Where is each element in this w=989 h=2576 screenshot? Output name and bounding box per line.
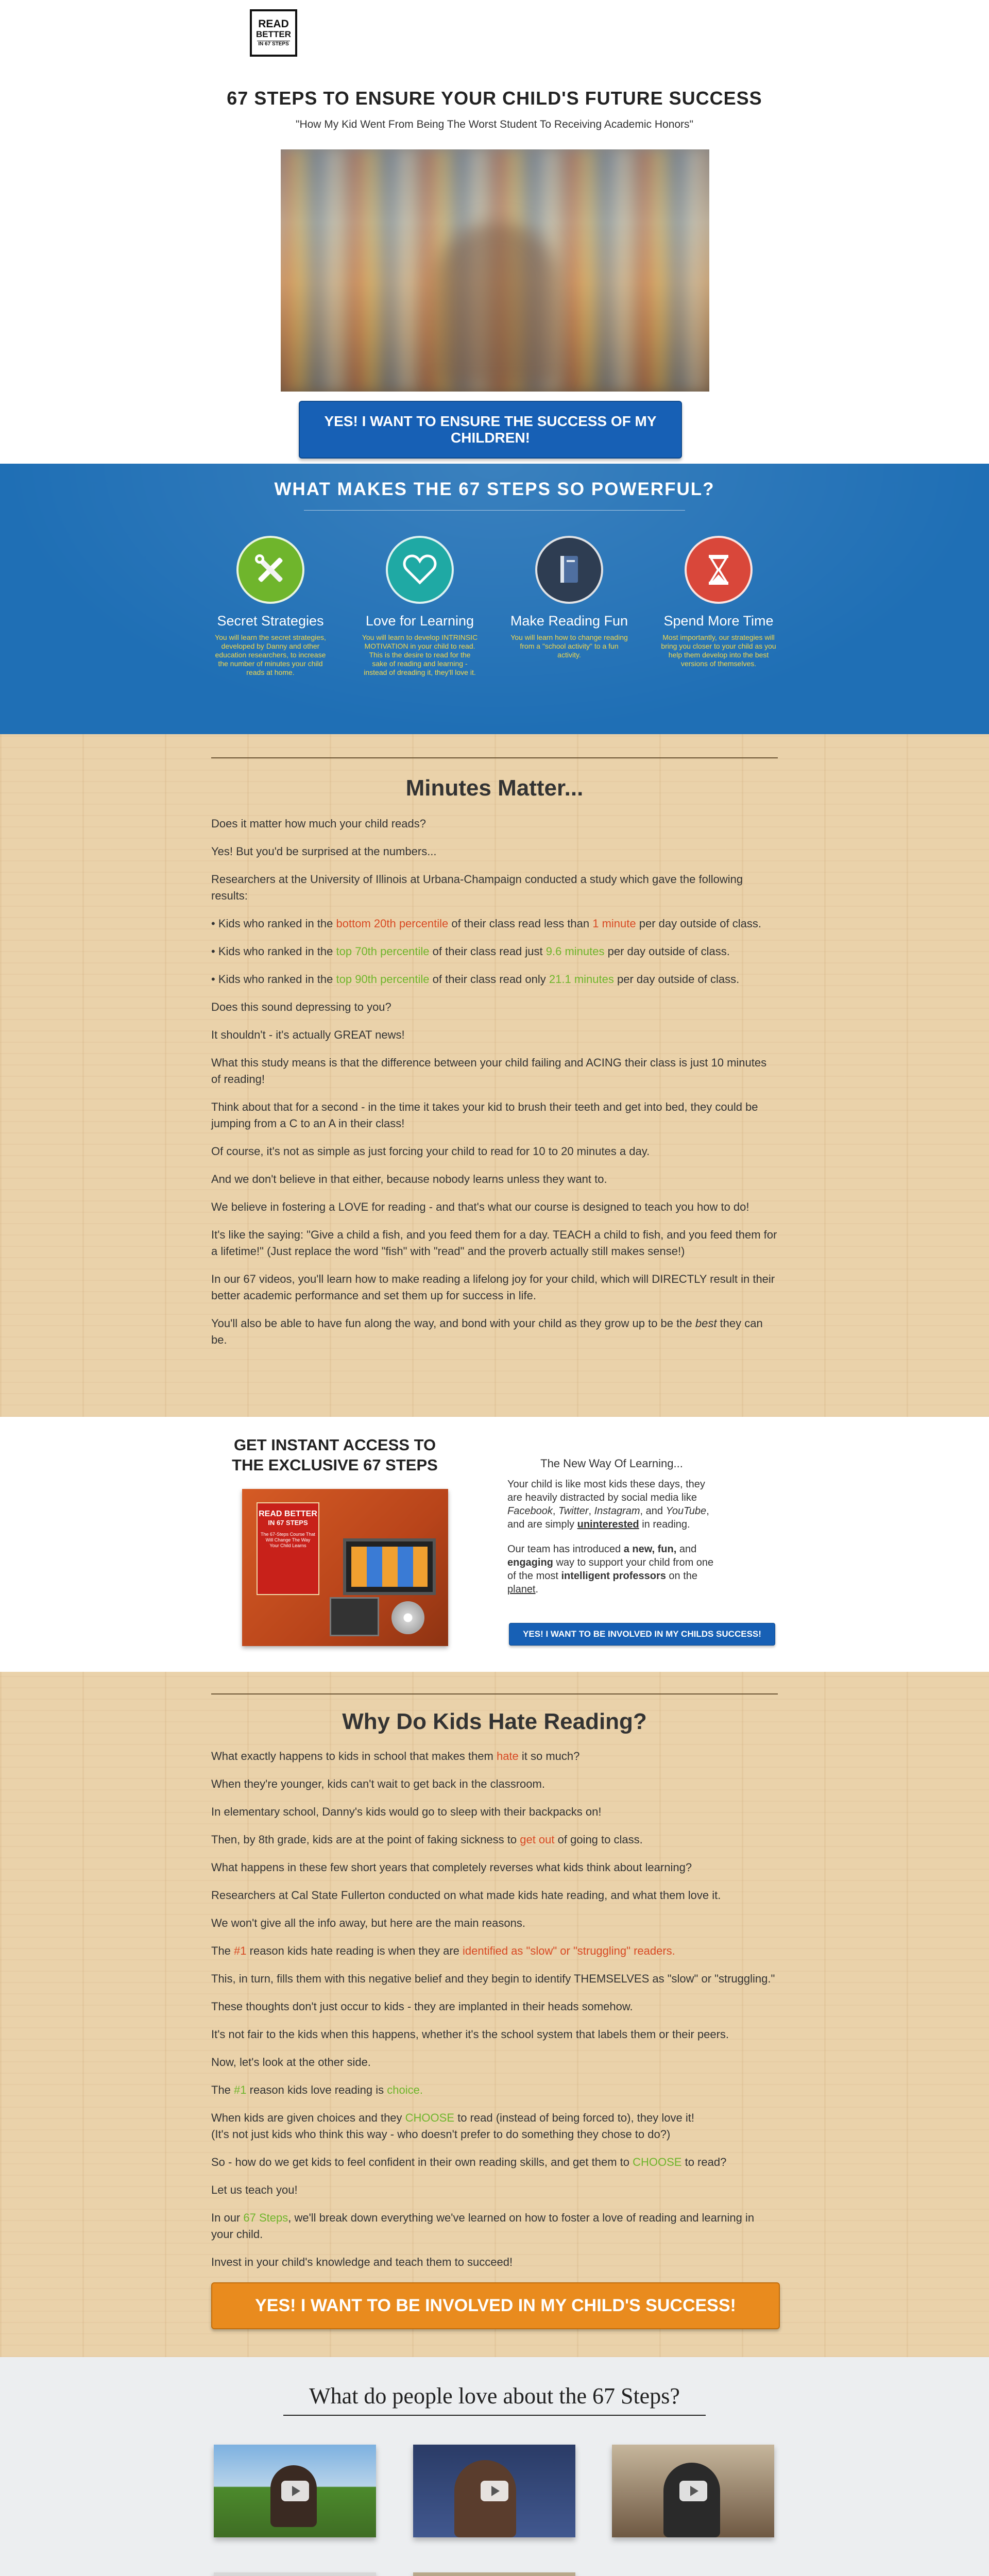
text-run: So - how do we get kids to feel confident in their own reading skills, and get them to: [211, 2156, 633, 2168]
minutes-paragraph: Think about that for a second - in the time it takes your kid to brush their teeth and get into bed, they could be jumping from a C to an A in their class!: [211, 1100, 758, 1130]
hate-title: Why Do Kids Hate Reading?: [342, 1709, 647, 1734]
feature-secret-strategies: [211, 536, 330, 677]
dvd-mockup: [391, 1601, 424, 1634]
testimonial-thumb[interactable]: [214, 2445, 376, 2537]
text-run: they can be.: [211, 1317, 763, 1346]
logo-line-2: BETTER: [256, 29, 291, 39]
underline-text: planet: [507, 1584, 536, 1595]
logo-line-1: READ: [258, 18, 289, 30]
minutes-paragraph: [211, 1315, 778, 1348]
feature-title: Secret Strategies: [217, 613, 324, 629]
feature-love-for-learning: [361, 536, 479, 677]
minutes-paragraph: What this study means is that the difference between your child failing and ACING their class is just 10 minutes of reading!: [211, 1056, 767, 1086]
hate-paragraph: Now, let's look at the other side.: [211, 2056, 371, 2069]
hate-paragraph: When they're younger, kids can't wait to get back in the classroom.: [211, 1777, 545, 1790]
uninterested-text: uninterested: [577, 1519, 639, 1530]
hate-paragraph: In elementary school, Danny's kids would go to sleep with their backpacks on!: [211, 1805, 602, 1818]
hero-section: [0, 0, 989, 464]
highlight-text: CHOOSE: [633, 2156, 682, 2168]
minutes-title: Minutes Matter...: [405, 775, 584, 801]
play-icon[interactable]: [481, 2481, 508, 2501]
text-run: reason kids hate reading is when they are: [246, 1944, 463, 1957]
feature-text: You will learn how to change reading from a "school activity" to a fun activity.: [510, 633, 628, 659]
hate-paragraph: [211, 1943, 778, 1959]
text-run: it so much?: [518, 1750, 580, 1762]
minutes-paragraph: Yes! But you'd be surprised at the numbers...: [211, 845, 437, 858]
emphasis-text: best: [695, 1317, 717, 1330]
text-run: and: [676, 1544, 697, 1555]
text-run: • Kids who ranked in the: [211, 973, 336, 986]
testimonials-title: What do people love about the 67 Steps?: [309, 2383, 680, 2409]
tools-icon: [252, 552, 288, 588]
book-cover: [257, 1502, 319, 1595]
highlight-text: 9.6 minutes: [545, 945, 605, 958]
testimonial-thumb[interactable]: [413, 2572, 575, 2576]
powerful-title: WHAT MAKES THE 67 STEPS SO POWERFUL?: [274, 479, 715, 499]
access-section: [0, 1417, 989, 1672]
access-right-paragraph: Your child is like most kids these days, they are heavily distracted by social media like Facebook, Twitter, Instagram, and YouTube, and are simply uninterested in reading.: [507, 1479, 709, 1530]
minutes-paragraph: It shouldn't - it's actually GREAT news!: [211, 1028, 405, 1041]
tablet-mockup: [330, 1597, 379, 1636]
highlight-text: CHOOSE: [405, 2111, 455, 2124]
hate-paragraph: What happens in these few short years that completely reverses what kids think about learning?: [211, 1861, 692, 1874]
feature-title: Love for Learning: [365, 613, 474, 629]
highlight-text: bottom 20th percentile: [336, 917, 449, 930]
hero-cta-label: YES! I WANT TO ENSURE THE SUCCESS OF MY CHILDREN!: [324, 413, 657, 446]
blurred-child: [435, 222, 559, 386]
logo-line-3: IN 67 STEPS: [257, 41, 290, 47]
minutes-paragraph: Does this sound depressing to you?: [211, 1001, 391, 1013]
instagram-text: Instagram: [594, 1505, 640, 1517]
testimonial-thumb[interactable]: [612, 2445, 774, 2537]
powerful-section: [0, 464, 989, 734]
book-title-line-2: IN 67 STEPS: [268, 1519, 308, 1527]
access-title: GET INSTANT ACCESS TO THE EXCLUSIVE 67 STEPS: [232, 1436, 438, 1474]
text-run: , we'll break down everything we've learned on how to foster a love of reading and learning in your child.: [211, 2211, 755, 2241]
hate-cta-button[interactable]: [211, 2282, 780, 2329]
highlight-text: top 70th percentile: [336, 945, 430, 958]
hate-paragraph: This, in turn, fills them with this negative belief and they begin to identify THEMSELVES as "slow" or "struggling.": [211, 1972, 775, 1985]
hate-paragraph: Invest in your child's knowledge and teach them to succeed!: [211, 2256, 513, 2268]
hate-paragraph: Researchers at Cal State Fullerton conducted on what made kids hate reading, and what them love it.: [211, 1889, 721, 1902]
feature-make-reading-fun: [510, 536, 628, 677]
text-run: What exactly happens to kids in school that makes them: [211, 1750, 497, 1762]
highlight-text: identified as "slow" or "struggling" readers.: [463, 1944, 675, 1957]
text-run: on the: [666, 1570, 698, 1582]
hero-title: 67 STEPS TO ENSURE YOUR CHILD'S FUTURE SUCCESS: [227, 88, 762, 109]
hate-paragraph: [211, 2110, 778, 2143]
text-run: Our team has introduced: [507, 1544, 624, 1555]
highlight-text: get out: [520, 1833, 555, 1846]
hate-paragraph: [211, 2210, 778, 2243]
minutes-paragraph: In our 67 videos, you'll learn how to make reading a lifelong joy for your child, which will DIRECTLY result in their better academic performance and set them up for success in life.: [211, 1273, 775, 1302]
minutes-bullet: [211, 971, 778, 988]
hourglass-icon: [701, 552, 737, 588]
youtube-text: YouTube: [666, 1505, 707, 1517]
hate-divider-top: [211, 1693, 778, 1694]
features-row: [211, 536, 778, 677]
minutes-bullet: [211, 916, 778, 932]
feature-spend-more-time: [659, 536, 778, 677]
feature-text: You will learn to develop INTRINSIC MOTIVATION in your child to read. This is the desire to read for the sake of reading and learning - instead of dreading it, they'll love it.: [362, 633, 478, 676]
book-subtitle: The 67-Steps Course That Will Change The Way Your Child Learns: [261, 1532, 315, 1548]
text-run: in reading.: [639, 1519, 690, 1530]
hate-body: [211, 1748, 778, 2282]
text-run: • Kids who ranked in the: [211, 917, 336, 930]
testimonials-underline: [283, 2415, 706, 2416]
text-run: , and: [640, 1505, 666, 1517]
text-run: , and are simply: [507, 1505, 709, 1530]
book-title-line-1: READ BETTER: [259, 1510, 317, 1518]
text-run: • Kids who ranked in the: [211, 945, 336, 958]
highlight-text: 21.1 minutes: [549, 973, 614, 986]
highlight-text: 67 Steps: [243, 2211, 288, 2224]
access-right-heading: The New Way Of Learning...: [540, 1457, 683, 1470]
text-run: The: [211, 1944, 234, 1957]
laptop-screen: [351, 1547, 428, 1587]
feature-icon-circle: [236, 536, 304, 604]
hate-paragraph: [211, 1832, 778, 1848]
access-right-paragraph: [507, 1543, 716, 1596]
minutes-paragraph: Researchers at the University of Illinois at Urbana-Champaign conducted a study which gave the following results:: [211, 873, 743, 902]
facebook-text: Facebook: [507, 1505, 553, 1517]
highlight-text: choice.: [387, 2083, 423, 2096]
highlight-text: top 90th percentile: [336, 973, 430, 986]
text-run: In our: [211, 2211, 244, 2224]
feature-icon-circle: [685, 536, 753, 604]
text-run: of their class read less than: [448, 917, 593, 930]
highlight-text: hate: [496, 1750, 519, 1762]
text-run: Then, by 8th grade, kids are at the point of faking sickness to: [211, 1833, 520, 1846]
twitter-text: Twitter: [558, 1505, 589, 1517]
highlight-text: #1: [234, 1944, 247, 1957]
feature-title: Make Reading Fun: [510, 613, 628, 629]
text-run: way to support your child from one of the most: [507, 1557, 714, 1582]
minutes-divider-top: [211, 757, 778, 758]
text-run: of their class read only: [429, 973, 549, 986]
hate-paragraph: [211, 1748, 778, 1765]
text-run: (It's not just kids who think this way - who doesn't prefer to do something they chose to do?): [211, 2128, 671, 2141]
text-run: to read (instead of being forced to), they love it!: [454, 2111, 694, 2124]
hero-subtitle: "How My Kid Went From Being The Worst Student To Receiving Academic Honors": [295, 118, 694, 130]
hate-section: [0, 1672, 989, 2357]
text-run: to read?: [681, 2156, 727, 2168]
book-icon: [551, 552, 587, 588]
text-run: of their class read just: [429, 945, 546, 958]
text-run: per day outside of class.: [636, 917, 761, 930]
hero-image: [281, 149, 709, 392]
hero-cta-button[interactable]: [299, 401, 682, 459]
text-run: You'll also be able to have fun along the way, and bond with your child as they grow up to be the: [211, 1317, 695, 1330]
feature-text: You will learn the secret strategies, developed by Danny and other education researchers, to increase the number of minutes your child reads at home.: [215, 633, 326, 676]
text-run: per day outside of class.: [604, 945, 730, 958]
minutes-section: [0, 734, 989, 1417]
bold-text: a new, fun,: [623, 1544, 677, 1555]
feature-text: Most importantly, our strategies will bring you closer to your child as you help them develop into the best versions of themselves.: [661, 633, 776, 668]
hate-paragraph: [211, 2082, 778, 2098]
text-run: reason kids love reading is: [246, 2083, 387, 2096]
minutes-body: [211, 816, 778, 1360]
minutes-paragraph: And we don't believe in that either, because nobody learns unless they want to.: [211, 1173, 607, 1185]
bold-text: intelligent professors: [561, 1570, 666, 1582]
access-right-column: [507, 1457, 716, 1596]
access-cta-label: YES! I WANT TO BE INVOLVED IN MY CHILDS SUCCESS!: [523, 1629, 761, 1639]
hate-paragraph: We won't give all the info away, but here are the main reasons.: [211, 1917, 525, 1929]
minutes-paragraph: We believe in fostering a LOVE for reading - and that's what our course is designed to teach you how to do!: [211, 1200, 749, 1213]
hate-cta-label: YES! I WANT TO BE INVOLVED IN MY CHILD'S SUCCESS!: [255, 2296, 736, 2315]
hate-paragraph: [211, 2154, 778, 2171]
play-icon[interactable]: [281, 2481, 309, 2501]
hate-paragraph: It's not fair to the kids when this happens, whether it's the school system that labels them or their peers.: [211, 2028, 729, 2041]
play-icon[interactable]: [679, 2481, 707, 2501]
minutes-paragraph: It's like the saying: "Give a child a fish, and you feed them for a day. TEACH a child to fish, and you feed them for a lifetime!" (Just replace the word "fish" with "read" and the proverb actually still makes sense!): [211, 1228, 777, 1258]
minutes-bullet: [211, 943, 778, 960]
logo[interactable]: [250, 9, 297, 57]
access-cta-button[interactable]: [509, 1623, 775, 1646]
highlight-text: 1 minute: [592, 917, 636, 930]
powerful-divider: [304, 510, 685, 511]
hate-paragraph: Let us teach you!: [211, 2183, 298, 2196]
feature-title: Spend More Time: [663, 613, 774, 629]
text-run: The: [211, 2083, 234, 2096]
testimonials-section: [0, 2357, 989, 2576]
text-run: Your child is like most kids these days, they are heavily distracted by social media like: [507, 1479, 705, 1503]
bold-text: engaging: [507, 1557, 553, 1568]
feature-icon-circle: [386, 536, 454, 604]
text-run: When kids are given choices and they: [211, 2111, 405, 2124]
highlight-text: #1: [234, 2083, 247, 2096]
hate-paragraph: These thoughts don't just occur to kids - they are implanted in their heads somehow.: [211, 2000, 633, 2013]
heart-icon: [402, 552, 438, 588]
testimonial-thumb[interactable]: [413, 2445, 575, 2537]
text-run: per day outside of class.: [613, 973, 740, 986]
text-run: of going to class.: [554, 1833, 643, 1846]
minutes-paragraph: Of course, it's not as simple as just forcing your child to read for 10 to 20 minutes a day.: [211, 1145, 650, 1158]
laptop-mockup: [343, 1538, 436, 1595]
feature-icon-circle: [535, 536, 603, 604]
product-image: [242, 1489, 448, 1646]
testimonial-thumb[interactable]: [214, 2572, 376, 2576]
text-run: .: [535, 1584, 539, 1595]
minutes-paragraph: Does it matter how much your child reads?: [211, 817, 426, 830]
